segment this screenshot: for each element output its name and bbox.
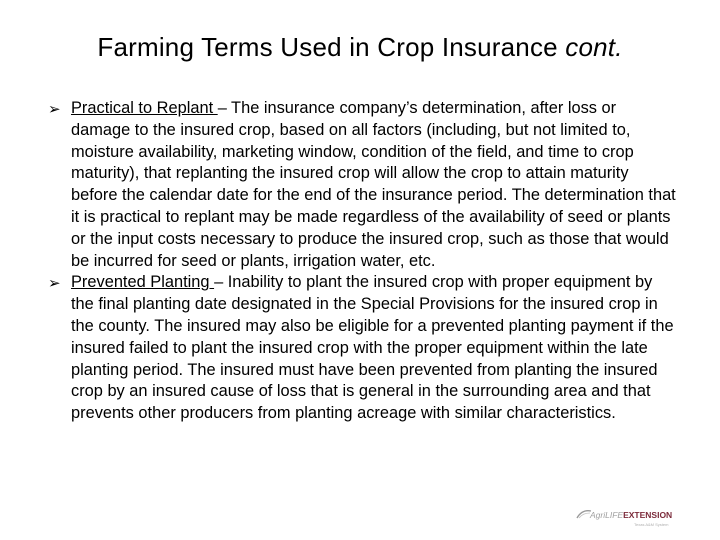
arrow-bullet-icon: ➢ xyxy=(48,275,61,293)
bullet-prevented-planting xyxy=(48,272,678,425)
slide-title xyxy=(0,30,720,64)
term-practical-to-replant: Practical to Replant xyxy=(71,99,218,117)
slide-title-main: Farming Terms Used in Crop Insurance xyxy=(97,32,558,62)
logo-name-extension: EXTENSION xyxy=(623,510,673,520)
term-prevented-planting: Prevented Planting xyxy=(71,273,215,292)
logo-text xyxy=(590,510,672,520)
slide-title-suffix: cont. xyxy=(565,32,623,62)
arrow-bullet-icon: ➢ xyxy=(48,101,61,118)
bullet-practical-to-replant xyxy=(48,98,678,272)
definition-prevented-planting: – Inability to plant the insured crop with proper equipment by the final planting date designated in the Special Provisions for the insured crop in the county. The insured may also be eligible for a prevented planting payment if the insured failed to plant the insured crop with the proper equipment within the late planting period. The insured must have been prevented from planting the insured crop by an insured cause of loss that is general in the surrounding area and that prevents other producers from planting acreage with similar characteristics. xyxy=(71,273,674,423)
agrilife-extension-logo xyxy=(576,505,676,527)
slide-content xyxy=(48,98,678,425)
logo-subtitle: Texas A&M System xyxy=(634,522,669,527)
logo-name-agrilife: AgriLIFE xyxy=(590,510,624,520)
definition-practical-to-replant: – The insurance company’s determination, after loss or damage to the insured crop, based on all factors (including, but not limited to, moisture availability, marketing window, condition of the field, and time to crop maturity), that replanting the insured crop will allow the crop to attain maturity before the calendar date for the end of the insurance period. The determination that it is practical to replant may be made regardless of the availability of seed or plants or the input costs necessary to produce the insured crop, such as those that would be incurred for seed or plants, irrigation water, etc. xyxy=(71,99,676,270)
